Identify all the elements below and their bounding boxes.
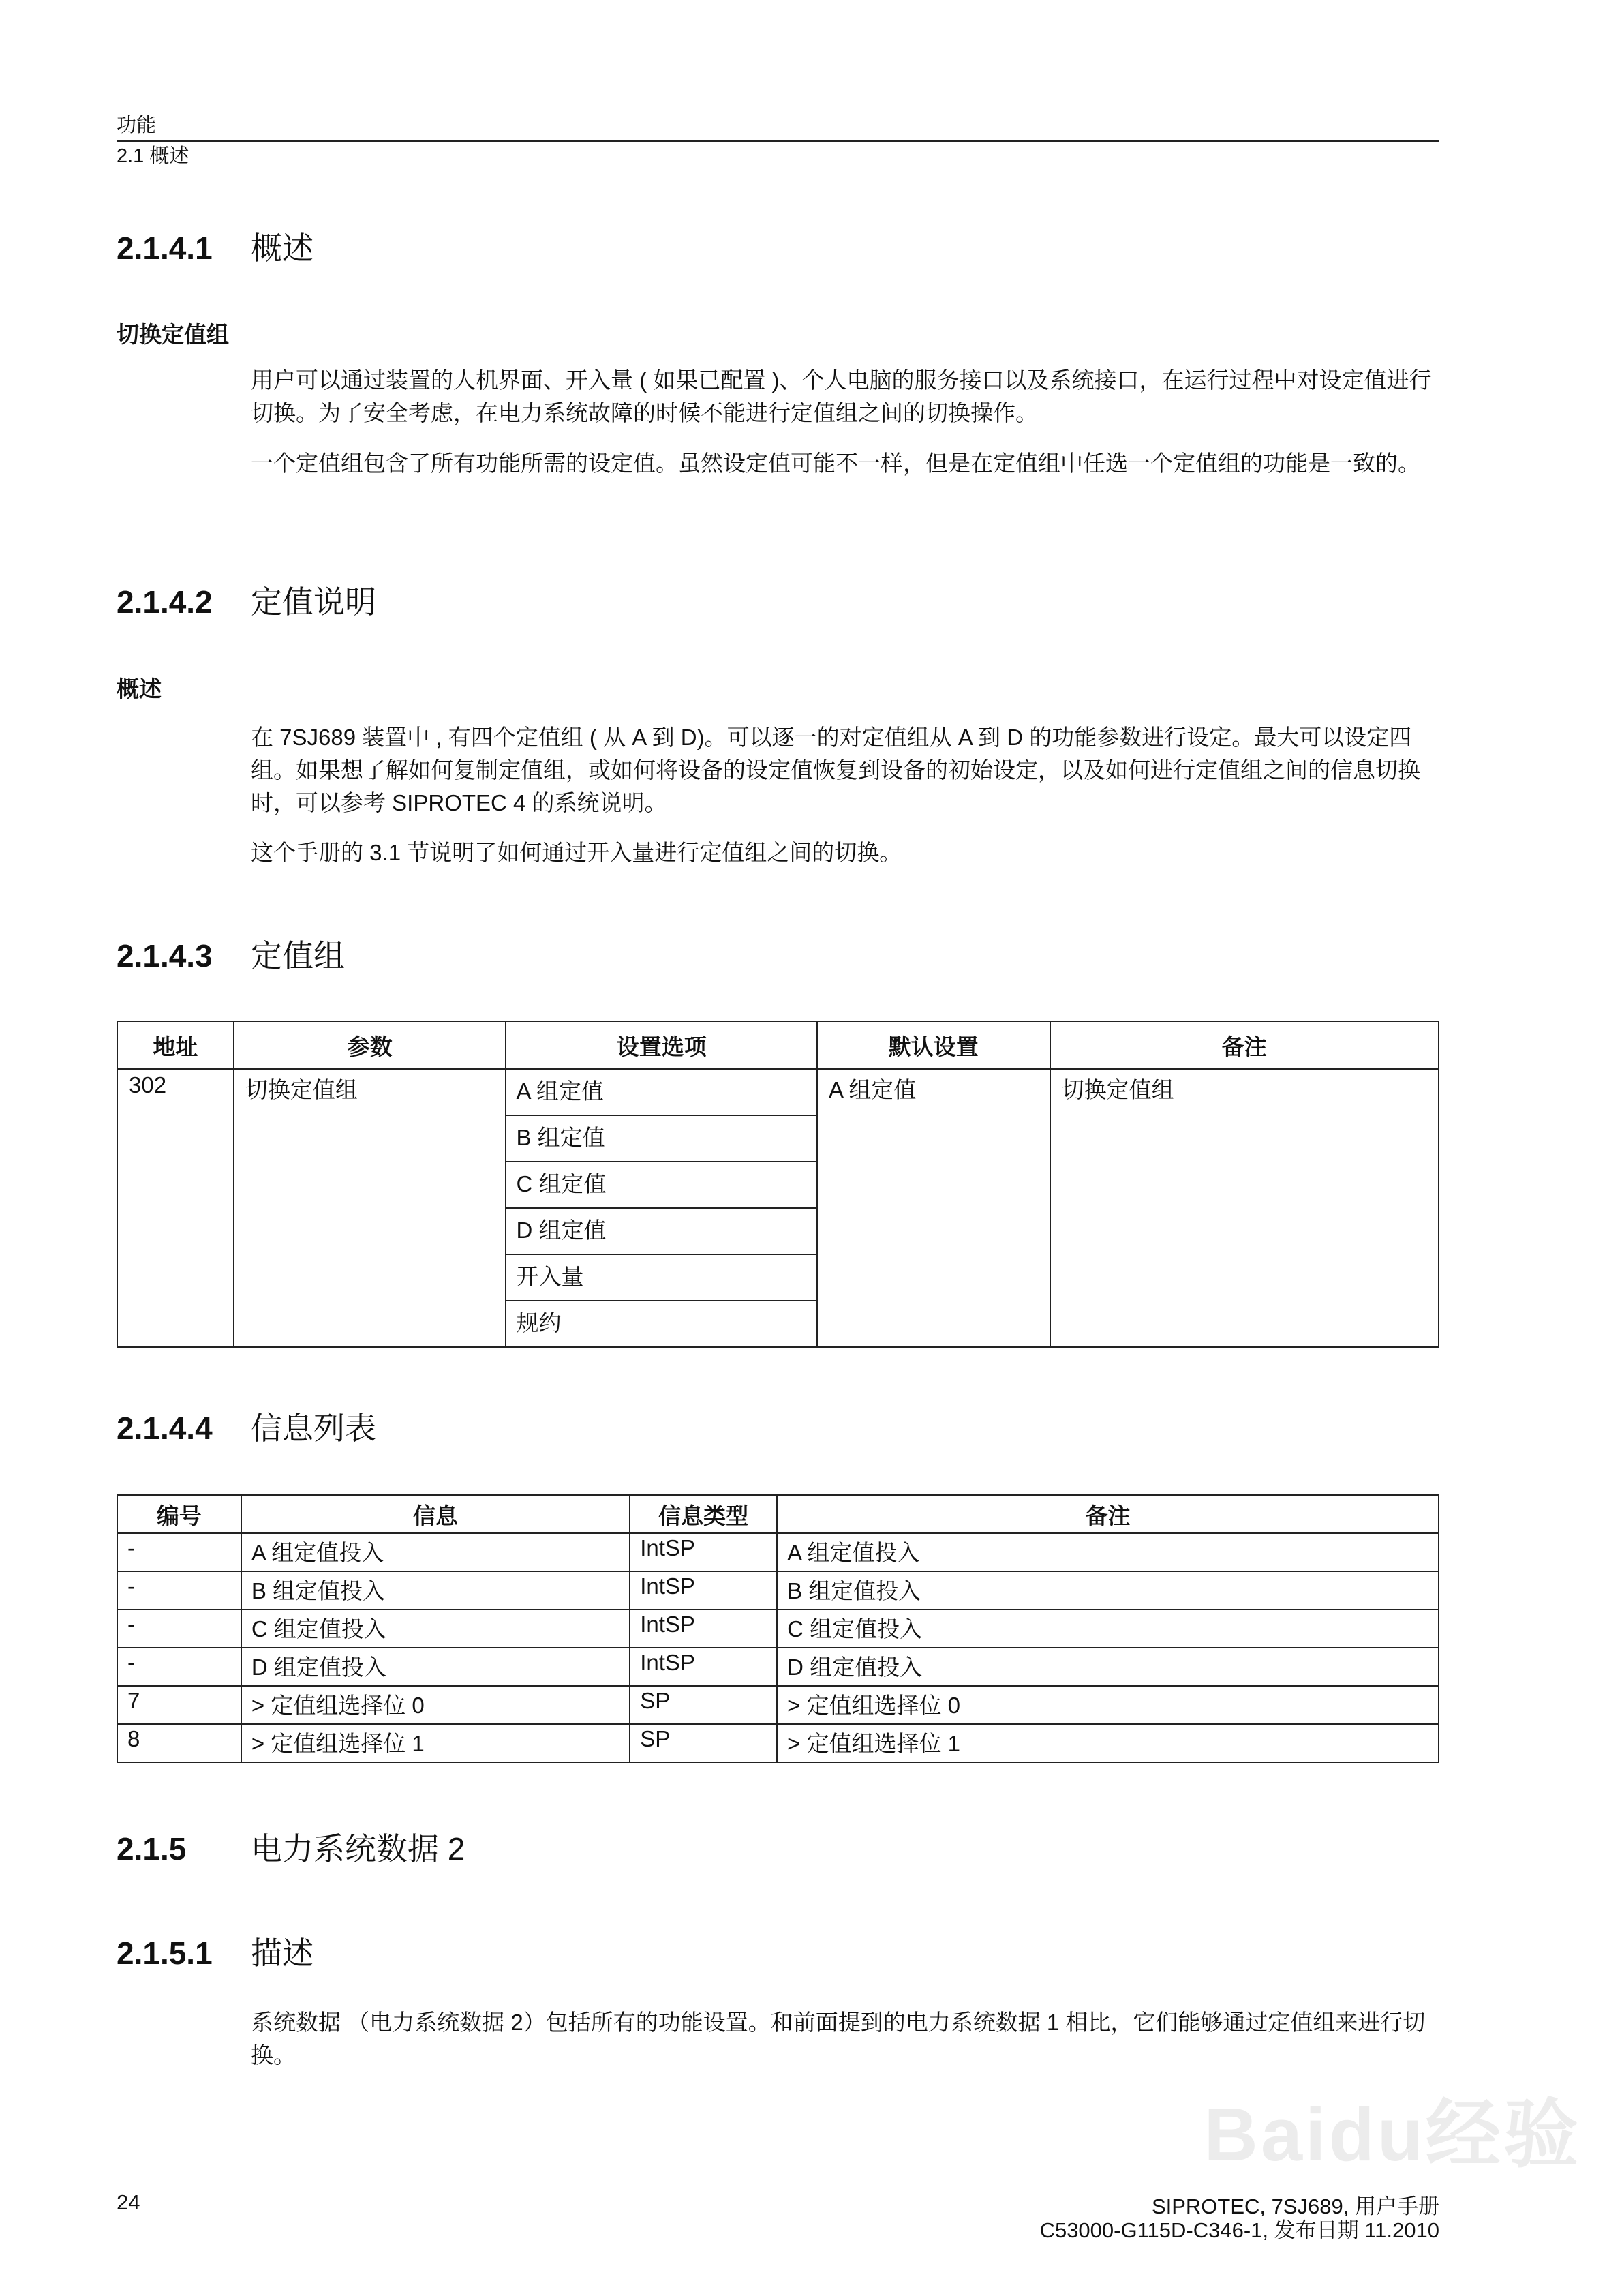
type-cell: IntSP <box>630 1571 777 1610</box>
number-cell: 8 <box>117 1724 241 1762</box>
paragraph: 这个手册的 3.1 节说明了如何通过开入量进行定值组之间的切换。 <box>251 840 902 865</box>
settings-table <box>117 1021 1439 1348</box>
heading-2-1-4-1 <box>117 230 313 266</box>
column-header: 编号 <box>117 1495 241 1533</box>
heading-2-1-4-2 <box>117 584 376 620</box>
note-cell: > 定值组选择位 0 <box>777 1686 1439 1724</box>
information-cell: D 组定值投入 <box>241 1648 630 1686</box>
number-cell: - <box>117 1648 241 1686</box>
heading-number: 2.1.4.1 <box>117 230 213 266</box>
number-cell: 7 <box>117 1686 241 1724</box>
information-cell: > 定值组选择位 1 <box>241 1724 630 1762</box>
table-header-row <box>117 1495 1439 1533</box>
address-cell: 302 <box>117 1069 234 1347</box>
number-cell: - <box>117 1533 241 1571</box>
paragraph: 用户可以通过装置的人机界面、开入量 ( 如果已配置 )、个人电脑的服务接口以及系统接口，在运行过程中对设定值进行切换。为了安全考虑，在电力系统故障的时候不能进行定值组之间的切换操作。 <box>251 367 1432 425</box>
option-cell: D 组定值 <box>506 1208 817 1254</box>
note-cell: 切换定值组 <box>1050 1069 1439 1347</box>
column-header: 备注 <box>1050 1021 1439 1069</box>
subheading: 概述 <box>117 676 162 701</box>
heading-2-1-5 <box>117 1831 465 1867</box>
heading-title: 概述 <box>251 230 313 266</box>
parameter-cell: 切换定值组 <box>234 1069 506 1347</box>
information-cell: C 组定值投入 <box>241 1610 630 1648</box>
note-cell: C 组定值投入 <box>777 1610 1439 1648</box>
table-row <box>117 1686 1439 1724</box>
heading-2-1-4-4 <box>117 1410 376 1446</box>
type-cell: SP <box>630 1686 777 1724</box>
type-cell: IntSP <box>630 1533 777 1571</box>
type-cell: IntSP <box>630 1648 777 1686</box>
option-cell: A 组定值 <box>506 1069 817 1115</box>
type-cell: IntSP <box>630 1610 777 1648</box>
column-header: 备注 <box>777 1495 1439 1533</box>
table-row <box>117 1533 1439 1571</box>
heading-number: 2.1.4.3 <box>117 938 213 973</box>
note-cell: D 组定值投入 <box>777 1648 1439 1686</box>
heading-title: 定值说明 <box>251 584 376 620</box>
information-cell: B 组定值投入 <box>241 1571 630 1610</box>
column-header: 设置选项 <box>506 1021 817 1069</box>
option-cell: C 组定值 <box>506 1162 817 1208</box>
heading-number: 2.1.5 <box>117 1831 187 1867</box>
paragraph: 一个定值组包含了所有功能所需的设定值。虽然设定值可能不一样，但是在定值组中任选一个定值组的功能是一致的。 <box>251 451 1420 476</box>
information-list-table <box>117 1494 1439 1763</box>
heading-2-1-4-3 <box>117 938 345 973</box>
heading-title: 定值组 <box>251 938 345 973</box>
footer-manual-title: SIPROTEC, 7SJ689, 用户手册 <box>1151 2194 1439 2218</box>
option-cell: 规约 <box>506 1301 817 1347</box>
page-number: 24 <box>117 2190 140 2214</box>
heading-title: 信息列表 <box>251 1410 376 1446</box>
heading-number: 2.1.5.1 <box>117 1935 213 1971</box>
column-header: 参数 <box>234 1021 506 1069</box>
table-row <box>117 1610 1439 1648</box>
table-header-row <box>117 1021 1439 1069</box>
paragraph: 系统数据 （电力系统数据 2）包括所有的功能设置。和前面提到的电力系统数据 1 相比，它们能够通过定值组来进行切换。 <box>251 2010 1426 2068</box>
table-row <box>117 1069 1439 1115</box>
header-rule <box>117 140 1439 142</box>
heading-2-1-5-1 <box>117 1935 313 1971</box>
footer-document-id: C53000-G115D-C346-1, 发布日期 11.2010 <box>1039 2218 1439 2242</box>
column-header: 默认设置 <box>817 1021 1050 1069</box>
default-cell: A 组定值 <box>817 1069 1050 1347</box>
subheading: 切换定值组 <box>117 322 229 347</box>
table-row <box>117 1648 1439 1686</box>
information-cell: > 定值组选择位 0 <box>241 1686 630 1724</box>
column-header: 信息类型 <box>630 1495 777 1533</box>
note-cell: B 组定值投入 <box>777 1571 1439 1610</box>
table-row <box>117 1724 1439 1762</box>
number-cell: - <box>117 1610 241 1648</box>
heading-title: 描述 <box>251 1935 313 1971</box>
running-header-chapter: 功能 <box>117 115 157 136</box>
heading-number: 2.1.4.2 <box>117 584 213 620</box>
running-header-section: 2.1 概述 <box>117 145 189 167</box>
watermark-logo: Baidu经验 <box>1204 2093 1581 2177</box>
note-cell: A 组定值投入 <box>777 1533 1439 1571</box>
table-row <box>117 1571 1439 1610</box>
heading-number: 2.1.4.4 <box>117 1410 213 1446</box>
heading-title: 电力系统数据 2 <box>251 1831 465 1867</box>
number-cell: - <box>117 1571 241 1610</box>
option-cell: B 组定值 <box>506 1115 817 1162</box>
column-header: 信息 <box>241 1495 630 1533</box>
option-cell: 开入量 <box>506 1254 817 1301</box>
note-cell: > 定值组选择位 1 <box>777 1724 1439 1762</box>
column-header: 地址 <box>117 1021 234 1069</box>
type-cell: SP <box>630 1724 777 1762</box>
paragraph: 在 7SJ689 装置中 , 有四个定值组 ( 从 A 到 D)。可以逐一的对定值组从 A 到 D 的功能参数进行设定。最大可以设定四组。如果想了解如何复制定值组，或如何将设备的设定值恢复到设备的初始设定，以及如何进行定值组之间的信息切换时，可以参考 SIPROTEC 4 的系统说明。 <box>251 725 1420 815</box>
information-cell: A 组定值投入 <box>241 1533 630 1571</box>
